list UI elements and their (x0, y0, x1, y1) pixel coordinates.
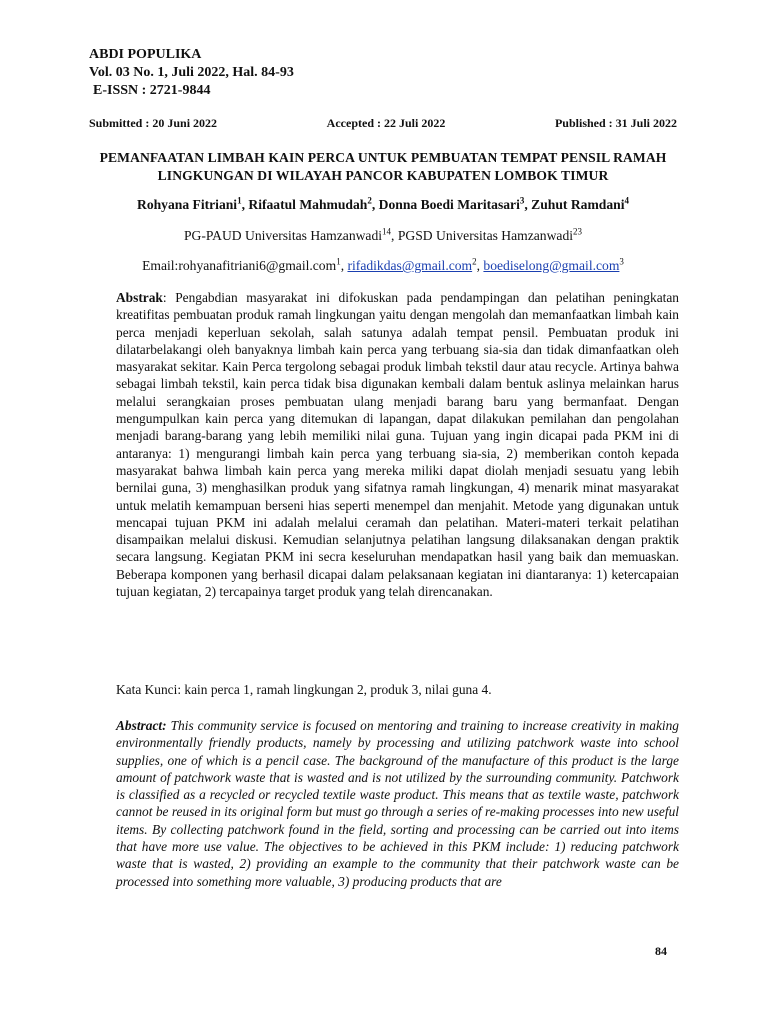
email-link-3[interactable]: boediselong@gmail.com (483, 258, 620, 273)
author-sup: 1 (237, 195, 242, 206)
published-date: Published : 31 Juli 2022 (554, 116, 677, 130)
abstract-text: This community service is focused on mentoring and training to increase creativity in making environmentally friendly products, namely by processing and utilizing patchwork waste into school supplies, one of which is a pencil case. The background of the manufacture of this product is the large amount of patchwork waste that is wasted and is not utilized by the surrounding community. Patchwork is classified as a recycled or recycled textile waste product. This means that as textile waste, patchwork cannot be reused in its original form but must go through a series of re-making processes into new useful items. By collecting patchwork found in the field, sorting and processing can be carried out into items that have more use value. The objectives to be achieved in this PKM include: 1) reducing patchwork waste that is wasted, 2) providing an example to the community that their patchwork waste can be processed into something more valuable, 3) producing products that are (116, 718, 679, 889)
abstrak-label: Abstrak (116, 290, 163, 305)
author-sup: 2 (367, 195, 372, 206)
journal-issn: E-ISSN : 2721-9844 (93, 83, 211, 98)
affiliation-1: PG-PAUD Universitas Hamzanwadi (183, 228, 383, 243)
author-name: Rohyana Fitriani (137, 197, 238, 212)
email-2-sup: 2 (472, 256, 477, 267)
affiliation (89, 228, 677, 244)
email-line: Email:rohyanafitriani6@gmail.com$^1$, rifadikdas@gmail.com$^2$, boediselong@gmail.com$^3$ (142, 256, 624, 273)
affiliation-1-sup: 14 (382, 226, 392, 237)
abstract-label: Abstract: (116, 718, 167, 733)
page-number: 84 (655, 944, 667, 958)
email-1: rohyanafitriani6@gmail.com (178, 258, 337, 273)
email-1-sup: 1 (336, 256, 341, 267)
author-name: Donna Boedi Maritasari (378, 197, 520, 212)
accepted-date: Accepted : 22 Juli 2022 (326, 116, 446, 130)
email-prefix: Email: (142, 258, 179, 273)
journal-name: ABDI POPULIKA (89, 47, 202, 62)
journal-volume: Vol. 03 No. 1, Juli 2022, Hal. 84-93 (89, 65, 294, 80)
abstrak-text: : Pengabdian masyarakat ini difokuskan pada pendampingan dan pelatihan peningkatan kreatifitas pembuatan produk ramah lingkungan yaitu dengan mengolah dan memanfaatkan limbah kain perca menjadi keperluan sekolah, salah satunya adalah tempat pensil. Pembuatan produk ini dilatarbelakangi oleh banyaknya limbah kain perca yang terbuang sia-sia dan tidak dimanfaatkan oleh masyarakat sekitar. Kain Perca tergolong sebagai produk limbah tekstil daur atau recycle. Artinya bahwa sebagai limbah tekstil, kain perca tidak bisa digunakan kembali dalam bentuk aslinya melainkan harus melalui serangkaian proses pembuatan ulang menjadi barang baru yang bermanfaat. Dengan mengumpulkan kain perca yang ditemukan di lapangan, dapat dilakukan pemilahan dan pengolahan menjadi barang-barang yang lebih memiliki nilai guna. Tujuan yang ingin dicapai pada PKM ini di antaranya: 1) mengurangi limbah kain perca yang terbuang sia-sia, 2) memberikan contoh kepada masyarakat bahwa limbah kain perca yang mereka miliki dapat diolah menjadi sesuatu yang lebih bernilai guna, 3) menghasilkan produk yang sifatnya ramah lingkungan, 4) menarik minat masyarakat untuk melatih kemampuan berseni hias seperti menempel dan menjahit. Metode yang digunakan untuk mencapai tujuan PKM ini adalah melalui ceramah dan pelatihan. Materi-materi terkait pelatihan disampaikan melalui diskusi. Kemudian selanjutnya pelatihan langsung dilaksanakan dengan praktik secara langsung. Kegiatan PKM ini secra keseluruhan mendapatkan hasil yang baik dan memuaskan. Beberapa komponen yang berhasil dicapai dalam pelaksanaan kegiatan ini diantaranya: 1) ketercapaian tujuan kegiatan, 2) tercapainya target produk yang telah direncanakan. (116, 290, 679, 600)
author-name: Zuhut Ramdani (531, 197, 625, 212)
email-link-2[interactable]: rifadikdas@gmail.com (347, 258, 473, 273)
abstract-indonesian (116, 289, 679, 600)
author-name: Rifaatul Mahmudah (248, 197, 368, 212)
keywords: Kata Kunci: kain perca 1, ramah lingkungan 2, produk 3, nilai guna 4. (116, 682, 492, 697)
affiliation-2-sup: 23 (573, 226, 583, 237)
journal-header (89, 46, 294, 100)
author-list: Rohyana Fitriani$^1$, Rifaatul Mahmudah$^2$, Donna Boedi Maritasari$^3$, Zuhut Ramdani$^4$ (137, 195, 629, 212)
abstract-english (116, 717, 679, 890)
author-sup: 3 (519, 195, 525, 206)
submitted-date: Submitted : 20 Juni 2022 (89, 116, 218, 130)
affiliation-2: , PGSD Universitas Hamzanwadi (391, 228, 574, 243)
author-sup: 4 (624, 195, 629, 206)
email-3-sup: 3 (619, 256, 624, 267)
paper-title: PEMANFAATAN LIMBAH KAIN PERCA UNTUK PEMBUATAN TEMPAT PENSIL RAMAH LINGKUNGAN DI WILAYAH PANCOR KABUPATEN LOMBOK TIMUR (99, 150, 667, 183)
submission-dates (89, 116, 677, 131)
